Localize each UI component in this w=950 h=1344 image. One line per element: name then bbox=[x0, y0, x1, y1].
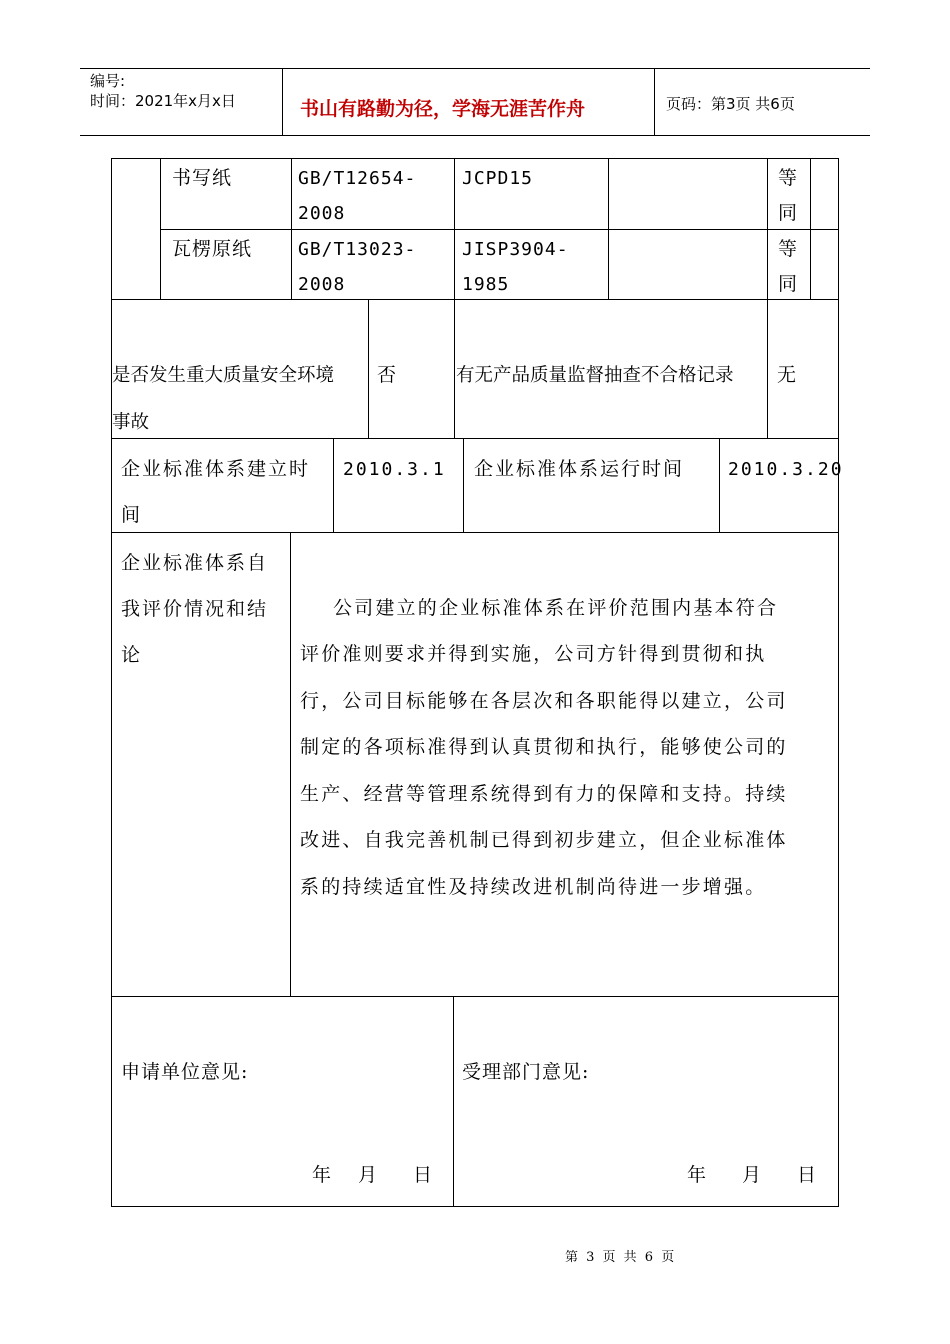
adoption-degree: 等 bbox=[778, 238, 799, 260]
header-divider-left bbox=[282, 68, 283, 135]
col-divider bbox=[810, 158, 811, 299]
run-time-value: 2010.3.20 bbox=[728, 459, 844, 480]
paragraph-line: 行，公司目标能够在各层次和各职能得以建立，公司 bbox=[300, 690, 788, 712]
product-name: 瓦楞原纸 bbox=[172, 238, 253, 260]
international-standard-code: JCPD15 bbox=[462, 168, 534, 189]
inspection-record-label: 有无产品质量监督抽查不合格记录 bbox=[456, 365, 734, 386]
col-divider bbox=[291, 158, 292, 299]
self-evaluation-label: 我评价情况和结 bbox=[121, 598, 269, 620]
document-number-label: 编号: bbox=[90, 72, 126, 90]
product-name: 书写纸 bbox=[172, 167, 233, 189]
national-standard-year: 2008 bbox=[298, 203, 346, 224]
applicant-year: 年 bbox=[312, 1164, 333, 1186]
paragraph-line: 制定的各项标准得到认真贯彻和执行，能够使公司的 bbox=[300, 736, 788, 758]
header-motto: 书山有路勤为径，学海无涯苦作舟 bbox=[300, 98, 586, 120]
header-top-rule bbox=[80, 68, 870, 69]
col-divider bbox=[160, 158, 161, 299]
receiver-opinion-label: 受理部门意见: bbox=[462, 1061, 590, 1083]
applicant-day: 日 bbox=[413, 1164, 434, 1186]
paragraph-line: 改进、自我完善机制已得到初步建立，但企业标准体 bbox=[300, 829, 788, 851]
table-right-border bbox=[838, 158, 839, 1207]
establish-time-label: 企业标准体系建立时 bbox=[121, 458, 311, 480]
col-divider bbox=[453, 996, 454, 1206]
col-divider bbox=[368, 299, 369, 438]
page-footer: 第 3 页 共 6 页 bbox=[565, 1250, 677, 1265]
adoption-degree: 同 bbox=[778, 273, 799, 295]
inspection-record-value: 无 bbox=[777, 364, 798, 386]
col-divider bbox=[454, 299, 455, 438]
adoption-degree: 等 bbox=[778, 167, 799, 189]
national-standard-code: GB/T12654- bbox=[298, 168, 417, 189]
receiver-year: 年 bbox=[687, 1164, 708, 1186]
accident-label: 事故 bbox=[112, 412, 150, 433]
col-divider bbox=[463, 438, 464, 532]
international-standard-year: 1985 bbox=[462, 274, 510, 295]
establish-time-value: 2010.3.1 bbox=[343, 459, 446, 480]
adoption-degree: 同 bbox=[778, 202, 799, 224]
paragraph-line: 系的持续适宜性及持续改进机制尚待进一步增强。 bbox=[300, 876, 767, 898]
table-left-border bbox=[111, 158, 112, 1207]
establish-time-label: 间 bbox=[121, 504, 142, 526]
col-divider bbox=[608, 158, 609, 299]
row-divider bbox=[160, 229, 838, 230]
document-time-label: 时间：2021年x月x日 bbox=[90, 92, 236, 110]
col-divider bbox=[767, 299, 768, 438]
receiver-day: 日 bbox=[797, 1164, 818, 1186]
row-divider bbox=[111, 438, 838, 439]
self-evaluation-label: 论 bbox=[121, 644, 142, 666]
national-standard-code: GB/T13023- bbox=[298, 239, 417, 260]
row-divider bbox=[111, 996, 838, 997]
international-standard-code: JISP3904- bbox=[462, 239, 569, 260]
paragraph-line: 公司建立的企业标准体系在评价范围内基本符合 bbox=[300, 597, 779, 619]
national-standard-year: 2008 bbox=[298, 274, 346, 295]
self-evaluation-label: 企业标准体系自 bbox=[121, 552, 269, 574]
col-divider bbox=[454, 158, 455, 299]
header-bottom-rule bbox=[80, 135, 870, 136]
applicant-opinion-label: 申请单位意见: bbox=[121, 1061, 249, 1083]
col-divider bbox=[719, 438, 720, 532]
row-divider bbox=[111, 532, 838, 533]
col-divider bbox=[333, 438, 334, 532]
applicant-month: 月 bbox=[358, 1164, 379, 1186]
header-divider-right bbox=[654, 68, 655, 135]
paragraph-line: 生产、经营等管理系统得到有力的保障和支持。持续 bbox=[300, 783, 788, 805]
table-top-border bbox=[111, 158, 838, 159]
paragraph-line: 评价准则要求并得到实施，公司方针得到贯彻和执 bbox=[300, 643, 767, 665]
accident-value: 否 bbox=[377, 364, 398, 386]
run-time-label: 企业标准体系运行时间 bbox=[474, 458, 685, 480]
col-divider bbox=[767, 158, 768, 299]
table-bottom-border bbox=[111, 1206, 839, 1207]
accident-label: 是否发生重大质量安全环境 bbox=[112, 365, 335, 386]
col-divider bbox=[290, 532, 291, 996]
page-number-label: 页码：第3页 共6页 bbox=[666, 95, 795, 113]
receiver-month: 月 bbox=[742, 1164, 763, 1186]
